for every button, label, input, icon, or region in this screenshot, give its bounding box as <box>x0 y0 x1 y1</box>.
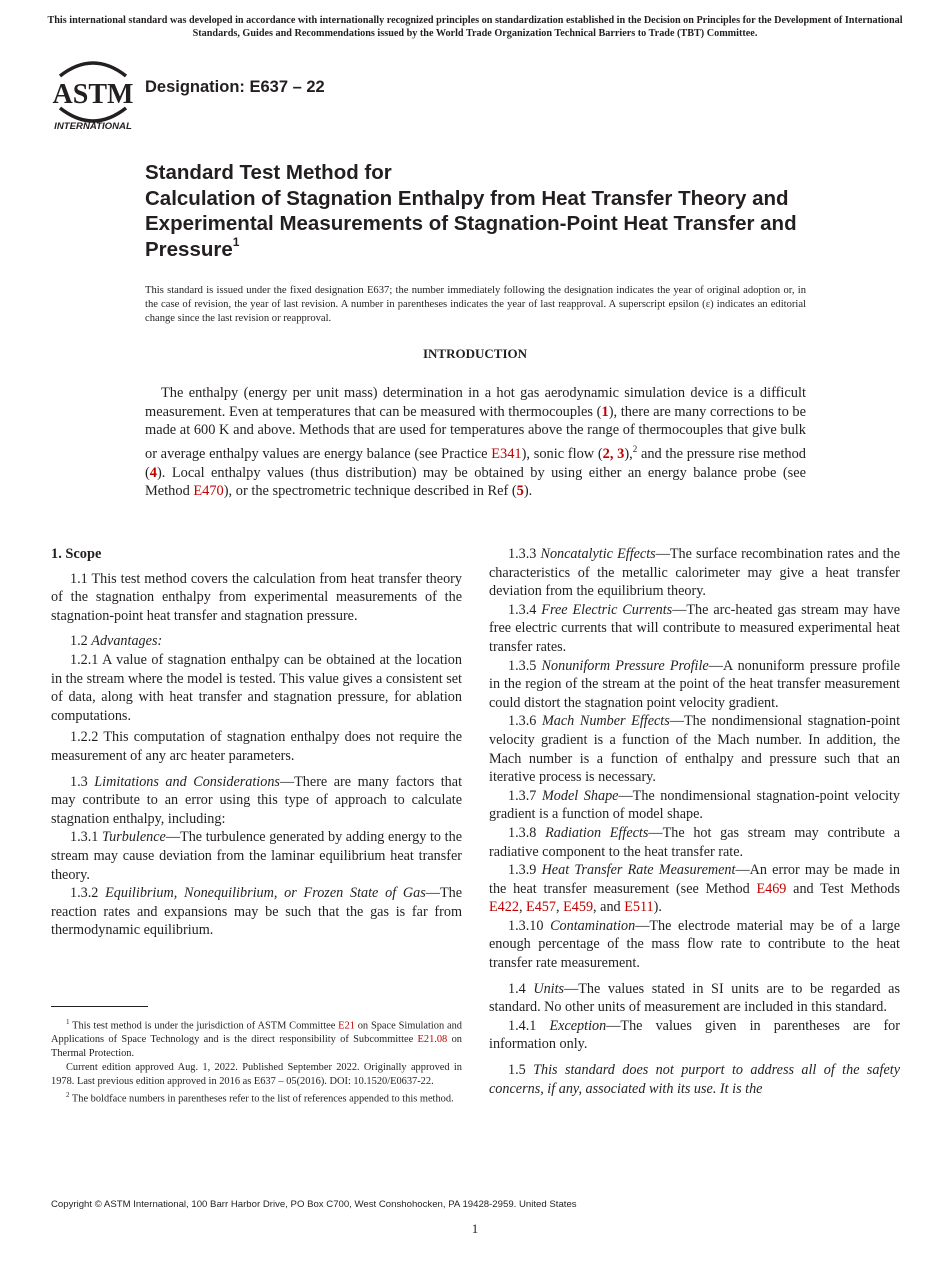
link-e422[interactable]: E422 <box>489 899 519 916</box>
para-1-2-2: 1.2.2 This computation of stagnation enthalpy does not require the measurement of any arc heater parameters. <box>51 729 462 764</box>
para-1-3-9: 1.3.9 Heat Transfer Rate Measurement—An error may be made in the heat transfer measurement (see Method E469 and Test Methods E422, E457, E459, and E511). <box>489 862 901 916</box>
para-1-3-5: 1.3.5 Nonuniform Pressure Profile—A nonuniform pressure profile in the region of the stream at the point of the heat transfer measurement could distort the stagnation point velocity gradient. <box>489 657 900 711</box>
link-e21[interactable]: E21 <box>338 1020 355 1032</box>
title-footnote-mark: 1 <box>232 234 240 249</box>
standard-issuance-note: This standard is issued under the fixed designation E637; the number immediately following the designation indicates the year of original adoption or, in the case of revision, the year of last revision. A number in parentheses indicates the year of last reapproval. A superscript epsilon (ε) indicates an editorial change since the last revision or reapproval. <box>145 285 806 324</box>
link-e341[interactable]: E341 <box>491 445 522 462</box>
link-e457[interactable]: E457 <box>526 899 556 916</box>
para-1-3-4: 1.3.4 Free Electric Currents—The arc-heated gas stream may have free electric currents that will contribute to measured experimental heat transfer rates. <box>489 601 900 655</box>
para-1-4-1: 1.4.1 Exception—The values given in parentheses are for information only. <box>489 1017 901 1053</box>
para-1-1: 1.1 This test method covers the calculation from heat transfer theory of the stagnation enthalpy from experimental measurements of the stagnation-point heat transfer and stagnation pressure. <box>51 570 462 624</box>
title-main: Calculation of Stagnation Enthalpy from Heat Transfer Theory and Experimental Measurements of Stagnation-Point Heat Transfer and Pressure$^1$ <box>145 186 797 261</box>
link-e511[interactable]: E511 <box>624 899 654 916</box>
designation: Designation: E637 – 22 <box>145 78 325 96</box>
ref-link-1[interactable]: 1 <box>601 403 609 420</box>
para-1-3-8: 1.3.8 Radiation Effects—The hot gas stream may contribute a radiative component to the heat transfer rate. <box>489 824 900 860</box>
page-number: 1 <box>471 1221 479 1236</box>
footnote-2-mark: 2 <box>632 444 638 455</box>
logo-subtext: INTERNATIONAL <box>54 121 132 132</box>
footnote-divider <box>51 1006 148 1007</box>
ref-link-5[interactable]: 5 <box>516 483 524 500</box>
right-column <box>489 545 900 1098</box>
document-title <box>145 160 845 262</box>
logo-mark: ASTM <box>52 79 134 110</box>
introduction-heading: INTRODUCTION <box>422 346 527 361</box>
para-1-4: 1.4 Units—The values stated in SI units are to be regarded as standard. No other units of measurement are included in this standard. <box>489 980 900 1016</box>
para-1-5: 1.5 This standard does not purport to address all of the safety concerns, if any, associated with its use. It is the <box>489 1062 900 1097</box>
para-1-3-10: 1.3.10 Contamination—The electrode material may be of a large enough percentage of the mass flow rate to contribute to the heat transfer rate measurement. <box>489 917 900 972</box>
section-1-heading: 1. Scope <box>51 546 102 562</box>
link-e459[interactable]: E459 <box>563 899 594 916</box>
para-1-3-6: 1.3.6 Mach Number Effects—The nondimensional stagnation-point velocity gradient is a function of the Mach number. In addition, the Mach number is a function of enthalpy and pressure such that an iterative process is necessary. <box>489 713 901 786</box>
footnotes <box>51 1016 462 1108</box>
para-1-3-2: 1.3.2 Equilibrium, Nonequilibrium, or Frozen State of Gas—The reaction rates and expansions may be such that the gas is far from thermodynamic equilibrium. <box>51 885 463 939</box>
para-1-3-7: 1.3.7 Model Shape—The nondimensional stagnation-point velocity gradient is a function of model shape. <box>489 787 900 823</box>
para-1-3-1: 1.3.1 Turbulence—The turbulence generated by adding energy to the stream may cause deviation from the laminar equilibrium heat transfer theory. <box>51 829 462 883</box>
introduction-body: The enthalpy (energy per unit mass) determination in a hot gas aerodynamic simulation device is a difficult measurement. Even at temperatures that can be measured with thermocouples (1), there are many corrections to be made at 600 K and above. Methods that are used for temperatures above the range of thermocouples that give bulk or average enthalpy values are energy balance (see Practice E341), sonic flow (2, 3),$^2$ and the pressure rise method (4). Local enthalpy values (thus distribution) may be obtained by using either an energy balance probe (see Method E470), or the spectrometric technique described in Ref (5). <box>145 385 806 500</box>
ref-link-4[interactable]: 4 <box>149 464 157 481</box>
para-1-2: 1.2 Advantages: <box>70 633 163 650</box>
footnote-1: $^1$ This test method is under the jurisdiction of ASTM Committee E21 on Space Simulation and Applications of Space Technology and is the direct responsibility of Subcommittee E21.08 on Thermal Protection. <box>51 1018 462 1059</box>
para-1-2-1: 1.2.1 A value of stagnation enthalpy can be obtained at the location in the stream where the model is tested. This value gives a consistent set of data, along with heat transfer and stagnation pressure, for ablation computations. <box>51 651 462 724</box>
para-1-3: 1.3 Limitations and Considerations—There are many factors that may contribute to an error using this type of approach to calculate stagnation enthalpy, including: <box>51 773 463 827</box>
footnote-2: $^2$ The boldface numbers in parentheses refer to the list of references appended to this method. <box>66 1091 454 1105</box>
link-e470[interactable]: E470 <box>193 483 224 500</box>
footnote-1-edition: Current edition approved Aug. 1, 2022. Published September 2022. Originally approved in 1978. Last previous edition approved in 2016 as E637 – 05(2016). DOI: 10.1520/E0637-22. <box>51 1062 462 1087</box>
ref-link-2-3[interactable]: 2, 3 <box>602 445 625 462</box>
left-column <box>51 545 462 940</box>
development-notice: This international standard was developed in accordance with internationally recognized principles on standardization established in the Decision on Principles for the Development of International Standards, Guides and Recommendations issued by the World Trade Organization Technical Barriers to Trade (TBT) Committee. <box>47 15 903 39</box>
copyright-line: Copyright © ASTM International, 100 Barr Harbor Drive, PO Box C700, West Conshohocken, PA 19428-2959. United States <box>51 1199 577 1210</box>
title-line-1: Standard Test Method for <box>145 161 392 184</box>
astm-logo <box>52 56 134 134</box>
link-e21-08[interactable]: E21.08 <box>417 1034 448 1046</box>
link-e469[interactable]: E469 <box>756 880 787 897</box>
para-1-3-3: 1.3.3 Noncatalytic Effects—The surface recombination rates and the characteristics of the metallic calorimeter may give a heat transfer deviation from the equilibrium theory. <box>489 546 900 600</box>
